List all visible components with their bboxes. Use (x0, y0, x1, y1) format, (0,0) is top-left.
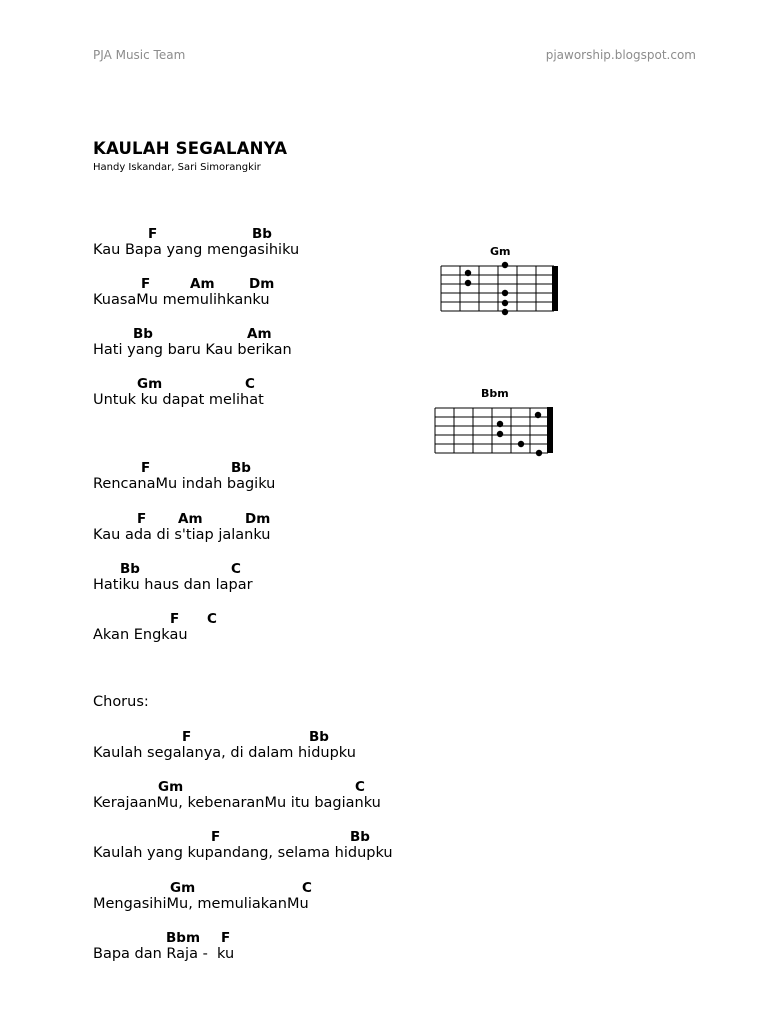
chord-label: C (302, 880, 312, 896)
lyric-line: MengasihiMu, memuliakanMu (93, 896, 309, 912)
lyric-line: Hatiku haus dan lapar (93, 577, 253, 593)
chord-label: F (141, 276, 151, 292)
chord-label: Gm (158, 779, 184, 795)
lyric-line: Bapa dan Raja - ku (93, 946, 235, 962)
chord-label: C (245, 376, 255, 392)
chord-diagram-name: Gm (490, 245, 511, 258)
chord-label: C (207, 611, 217, 627)
lyric-line: Kaulah yang kupandang, selama hidupku (93, 845, 393, 861)
header-team-name: PJA Music Team (93, 48, 186, 62)
chord-label: Bb (133, 326, 153, 342)
chord-label: Bb (120, 561, 140, 577)
chord-label: Bb (231, 460, 251, 476)
lyric-line: Akan Engkau (93, 627, 188, 643)
gm-fretboard (438, 260, 562, 318)
lyric-line: Kau Bapa yang mengasihiku (93, 242, 300, 258)
song-title: KAULAH SEGALANYA (93, 139, 288, 158)
chord-label: C (231, 561, 241, 577)
chord-label: C (355, 779, 365, 795)
chord-label: Dm (245, 511, 271, 527)
chord-label: F (141, 460, 151, 476)
chord-label: Am (178, 511, 203, 527)
chord-label: F (148, 226, 158, 242)
chord-diagram-name: Bbm (481, 387, 509, 400)
lyric-line: RencanaMu indah bagiku (93, 476, 276, 492)
chord-label: F (137, 511, 147, 527)
song-authors: Handy Iskandar, Sari Simorangkir (93, 162, 261, 173)
chord-label: Bb (252, 226, 272, 242)
chord-label: F (170, 611, 180, 627)
chord-label: F (182, 729, 192, 745)
chorus-label: Chorus: (93, 694, 149, 710)
chord-label: Gm (170, 880, 196, 896)
lyric-line: Untuk ku dapat melihat (93, 392, 264, 408)
chord-label: Am (247, 326, 272, 342)
header-blog-link[interactable]: pjaworship.blogspot.com (545, 48, 696, 62)
bbm-fretboard (432, 403, 556, 461)
lyric-line: Kaulah segalanya, di dalam hidupku (93, 745, 356, 761)
lyric-line: Hati yang baru Kau berikan (93, 342, 292, 358)
chord-label: Dm (249, 276, 275, 292)
chord-label: Am (190, 276, 215, 292)
chord-label: Bb (309, 729, 329, 745)
chord-label: Bbm (166, 930, 201, 946)
lyric-line: KuasaMu memulihkanku (93, 292, 270, 308)
chord-label: Bb (350, 829, 370, 845)
chord-label: F (221, 930, 231, 946)
chord-label: F (211, 829, 221, 845)
lyric-line: KerajaanMu, kebenaranMu itu bagianku (93, 795, 381, 811)
chord-label: Gm (137, 376, 163, 392)
lyric-line: Kau ada di s'tiap jalanku (93, 527, 271, 543)
